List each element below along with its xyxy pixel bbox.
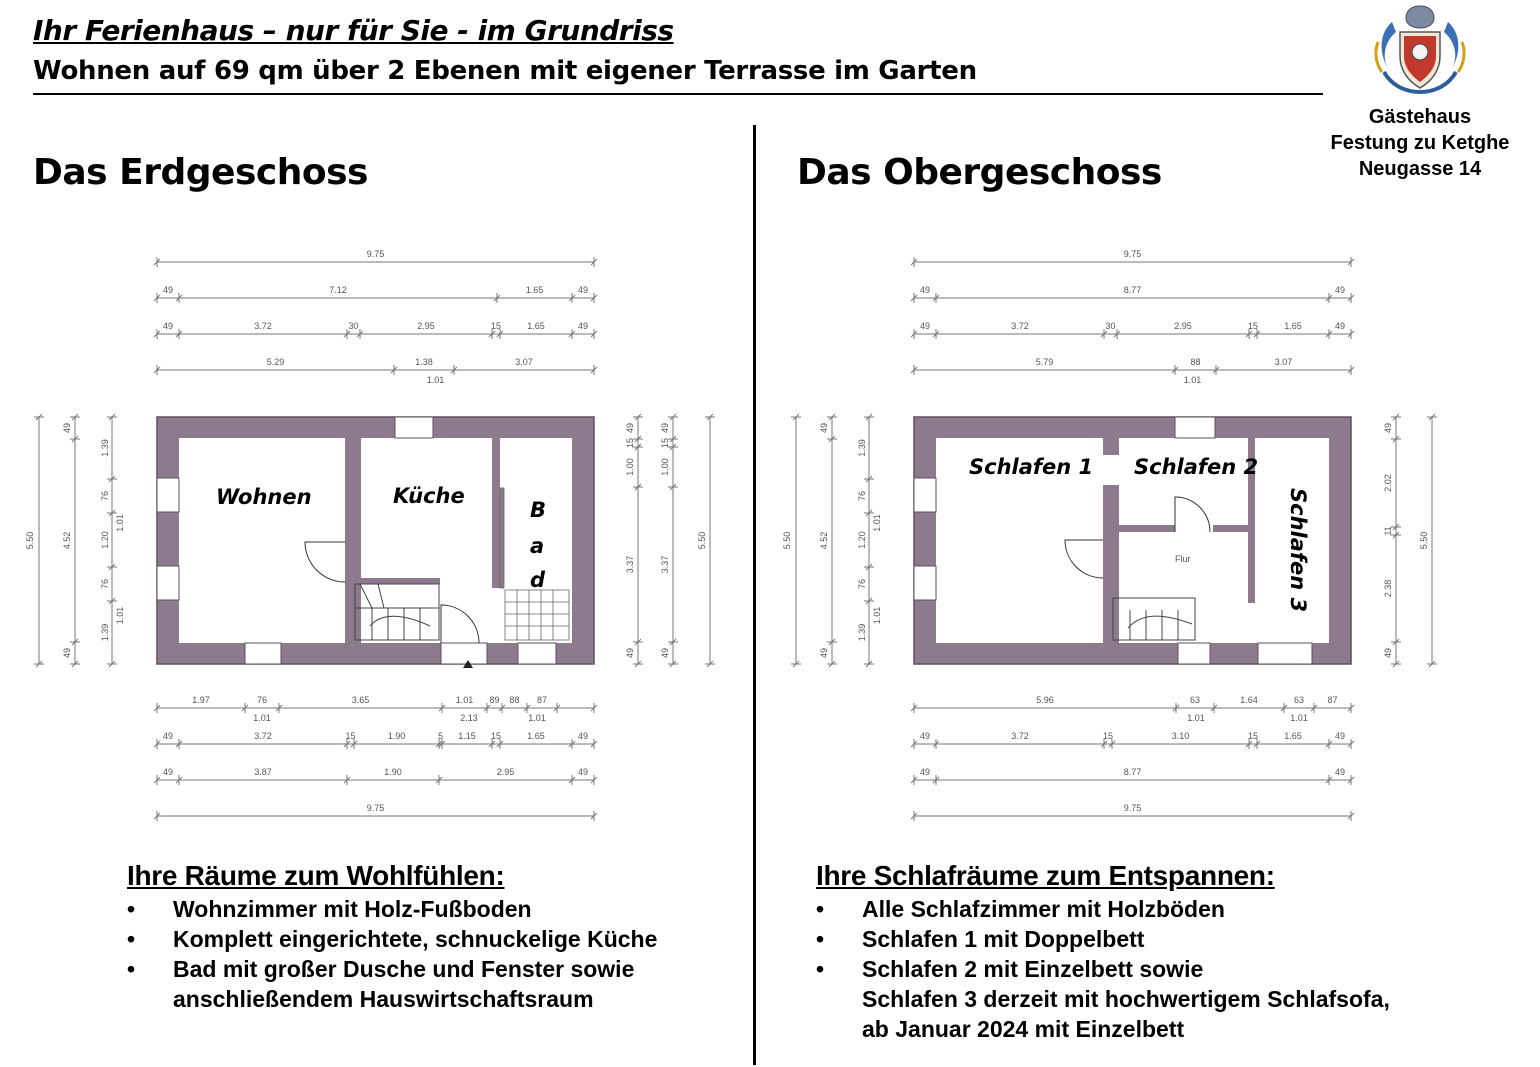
room-label-schlafen-1: Schlafen 1	[969, 455, 1094, 479]
dimension-label: 1.39	[857, 623, 867, 642]
dimension-label: 2.13	[460, 713, 478, 723]
dimension-label: 63	[1293, 695, 1305, 705]
dimension-label: 15	[660, 437, 670, 449]
eg-window-left-2	[157, 566, 179, 600]
dimension-label: 76	[857, 578, 867, 590]
guesthouse-street: Neugasse 14	[1358, 158, 1482, 180]
dimension-label: 15	[1247, 731, 1259, 741]
dimension-label: 4.52	[819, 531, 829, 550]
dimension-label: 8.77	[1123, 767, 1142, 777]
dimension-label: 15	[1247, 321, 1259, 331]
dimension-label: 2.95	[496, 767, 515, 777]
dimension-label: 3.37	[625, 555, 635, 574]
room-label-bad-b: B	[530, 498, 547, 522]
dimension-label: 3.72	[1011, 321, 1029, 331]
dimension-label: 49	[1334, 767, 1346, 777]
dimension-label: 1.97	[192, 695, 210, 705]
dimension-label: 1.01	[115, 606, 125, 625]
guesthouse-name-2: Festung zu Ketghe	[1330, 132, 1510, 154]
list-item-continuation: Schlafen 3 derzeit mit hochwertigem Schlafsofa,	[862, 986, 1390, 1012]
og-window-left-1	[914, 478, 936, 512]
dimension-label: 15	[625, 437, 635, 449]
eg-window-bottom	[245, 643, 281, 664]
ground-floor-title: Das Erdgeschoss	[33, 152, 368, 193]
dimension-label: 2.95	[417, 321, 435, 331]
dimension-label: 3.65	[351, 695, 370, 705]
eg-wall-stair	[345, 578, 440, 584]
dimension-label: 1.15	[458, 731, 476, 741]
og-window-bottom-1	[1178, 643, 1210, 664]
dimension-label: 30	[1105, 321, 1116, 331]
eg-interior	[179, 438, 572, 643]
dimension-label: 88	[509, 695, 520, 705]
dimension-label: 5	[437, 731, 444, 741]
dimension-label: 1.01	[426, 375, 445, 385]
room-label-kueche: Küche	[393, 484, 465, 508]
dimension-label: 5.50	[697, 531, 707, 550]
dimension-label: 49	[62, 422, 72, 434]
dimension-label: 1.01	[115, 514, 125, 532]
dimension-label: 2.38	[1383, 579, 1393, 598]
list-item: • Komplett eingerichtete, schnuckelige Küche	[127, 926, 658, 952]
room-label-schlafen-2: Schlafen 2	[1134, 455, 1259, 479]
dimension-label: 49	[919, 767, 931, 777]
eg-window-left-1	[157, 478, 179, 512]
og-wall-s2-bottom-1	[1119, 525, 1175, 532]
room-label-bad-a: a	[530, 534, 545, 558]
upper-floor-title: Das Obergeschoss	[797, 152, 1162, 193]
dimension-label: 49	[625, 422, 635, 434]
dimension-label: 49	[162, 321, 174, 331]
upper-floor-plan	[914, 417, 1351, 664]
dimension-label: 3.07	[515, 357, 533, 367]
dimension-label: 49	[625, 647, 635, 659]
dimension-label: 1.90	[384, 767, 402, 777]
page-title: Ihr Ferienhaus – nur für Sie - im Grundriss	[33, 14, 674, 47]
upper-list	[816, 894, 1390, 1044]
og-window-bottom-2	[1258, 643, 1312, 664]
list-item: • Schlafen 1 mit Doppelbett	[816, 926, 1145, 952]
dimension-label: 49	[919, 321, 931, 331]
dimension-label: 1.01	[1187, 713, 1205, 723]
dimension-label: 76	[256, 695, 268, 705]
dimension-label: 1.01	[872, 606, 882, 625]
dimension-label: 15	[1102, 731, 1114, 741]
dimension-label: 76	[857, 490, 867, 502]
room-label-schlafen-3: Schlafen 3	[1286, 488, 1310, 613]
dimension-label: 15	[490, 731, 502, 741]
dimension-label: 1.00	[660, 458, 670, 476]
dimension-label: 5.79	[1035, 357, 1054, 367]
dimension-label: 88	[1190, 357, 1201, 367]
dimension-label: 5.96	[1036, 695, 1054, 705]
dimension-label: 3.10	[1171, 731, 1190, 741]
dimension-label: 49	[577, 731, 589, 741]
dimension-label: 49	[1383, 647, 1393, 659]
room-label-bad-d: d	[530, 568, 546, 592]
page-subtitle: Wohnen auf 69 qm über 2 Ebenen mit eigener Terrasse im Garten	[33, 56, 977, 86]
dimension-label: 49	[577, 767, 589, 777]
dimension-label: 49	[162, 731, 174, 741]
dimension-label: 87	[1327, 695, 1338, 705]
eg-entrance-door	[441, 643, 487, 664]
dimension-label: 1.01	[455, 695, 474, 705]
dimension-label: 1.20	[100, 531, 110, 549]
dimension-label: 9.75	[366, 803, 385, 813]
dimension-label: 3.72	[254, 321, 272, 331]
dimension-label: 7.12	[329, 285, 347, 295]
dimension-label: 3.72	[254, 731, 272, 741]
dimension-label: 1.01	[528, 713, 546, 723]
eg-wall-bath	[492, 438, 500, 588]
dimension-label: 3.72	[1011, 731, 1029, 741]
dimension-label: 49	[919, 285, 931, 295]
eg-window-bath	[518, 643, 556, 664]
dimension-label: 63	[1189, 695, 1201, 705]
dimension-label: 76	[100, 578, 110, 590]
dimension-label: 1.01	[253, 713, 271, 723]
dimension-label: 1.65	[527, 321, 545, 331]
dimension-label: 15	[490, 321, 502, 331]
dimension-label: 49	[660, 647, 670, 659]
dimension-label: 2.02	[1383, 474, 1393, 492]
dimension-label: 2.95	[1174, 321, 1192, 331]
dimension-label: 49	[577, 285, 589, 295]
dimension-label: 9.75	[366, 249, 385, 259]
dimension-label: 1.65	[1284, 731, 1302, 741]
guesthouse-name: Gästehaus	[1368, 106, 1472, 128]
dimension-label: 1.90	[387, 731, 406, 741]
dimension-label: 1.01	[872, 514, 882, 532]
dimension-label: 5.29	[266, 357, 285, 367]
og-window-top	[1175, 417, 1215, 438]
dimension-label: 49	[577, 321, 589, 331]
dimension-label: 49	[162, 767, 174, 777]
dimension-label: 30	[348, 321, 359, 331]
list-item-continuation: anschließendem Hauswirtschaftsraum	[173, 986, 594, 1012]
ground-list	[127, 894, 657, 1014]
room-label-flur: Flur	[1175, 554, 1191, 564]
dimension-label: 49	[62, 647, 72, 659]
dimension-label: 1.20	[857, 531, 867, 549]
dimension-label: 49	[1334, 285, 1346, 295]
dimension-label: 4.52	[62, 531, 72, 550]
dimension-label: 49	[1383, 422, 1393, 434]
dimension-label: 49	[660, 422, 670, 434]
dimension-label: 1.65	[1284, 321, 1302, 331]
dimension-label: 49	[819, 422, 829, 434]
dimension-label: 1.39	[100, 623, 110, 642]
dimension-label: 1.00	[625, 458, 635, 476]
dimension-label: 49	[819, 647, 829, 659]
dimension-label: 3.37	[660, 555, 670, 574]
dimension-label: 1.01	[1183, 375, 1202, 385]
dimension-label: 49	[1334, 731, 1346, 741]
eg-wall-living-kitchen	[345, 438, 361, 644]
og-window-left-2	[914, 566, 936, 600]
dimension-label: 5.50	[25, 531, 35, 550]
dimension-label: 49	[919, 731, 931, 741]
dimension-label: 3.87	[254, 767, 272, 777]
room-label-wohnen: Wohnen	[216, 485, 312, 509]
og-wall-gap	[1103, 455, 1119, 485]
ground-list-title: Ihre Räume zum Wohlfühlen:	[127, 860, 505, 891]
list-item: • Wohnzimmer mit Holz-Fußboden	[127, 896, 532, 922]
ground-floor-plan	[157, 417, 594, 668]
dimension-label: 87	[536, 695, 548, 705]
list-item: • Schlafen 2 mit Einzelbett sowie	[816, 956, 1204, 982]
list-item: • Bad mit großer Dusche und Fenster sowie	[127, 956, 635, 982]
dimension-label: 11	[1383, 526, 1393, 536]
dimension-label: 3.07	[1274, 357, 1293, 367]
dimension-label: 1.64	[1240, 695, 1258, 705]
dimension-label: 5.50	[782, 531, 792, 550]
eg-window-top	[395, 417, 433, 438]
dimension-label: 76	[100, 490, 110, 502]
dimension-label: 1.65	[525, 285, 544, 295]
dimension-label: 9.75	[1123, 249, 1142, 259]
dimension-label: 8.77	[1123, 285, 1142, 295]
dimension-label: 1.39	[857, 439, 867, 457]
dimension-label: 1.01	[1290, 713, 1308, 723]
list-item: • Alle Schlafzimmer mit Holzböden	[816, 896, 1225, 922]
dimension-label: 1.38	[415, 357, 433, 367]
dimension-label: 9.75	[1123, 803, 1142, 813]
dimension-label: 89	[489, 695, 500, 705]
dimension-label: 15	[345, 731, 356, 741]
dimension-label: 49	[1334, 321, 1346, 331]
upper-list-title: Ihre Schlafräume zum Entspannen:	[816, 860, 1275, 891]
dimension-label: 49	[162, 285, 174, 295]
dimension-label: 5.50	[1419, 531, 1429, 550]
dimension-label: 1.65	[527, 731, 545, 741]
dimension-label: 1.39	[100, 439, 110, 457]
list-item-continuation: ab Januar 2024 mit Einzelbett	[862, 1016, 1185, 1042]
